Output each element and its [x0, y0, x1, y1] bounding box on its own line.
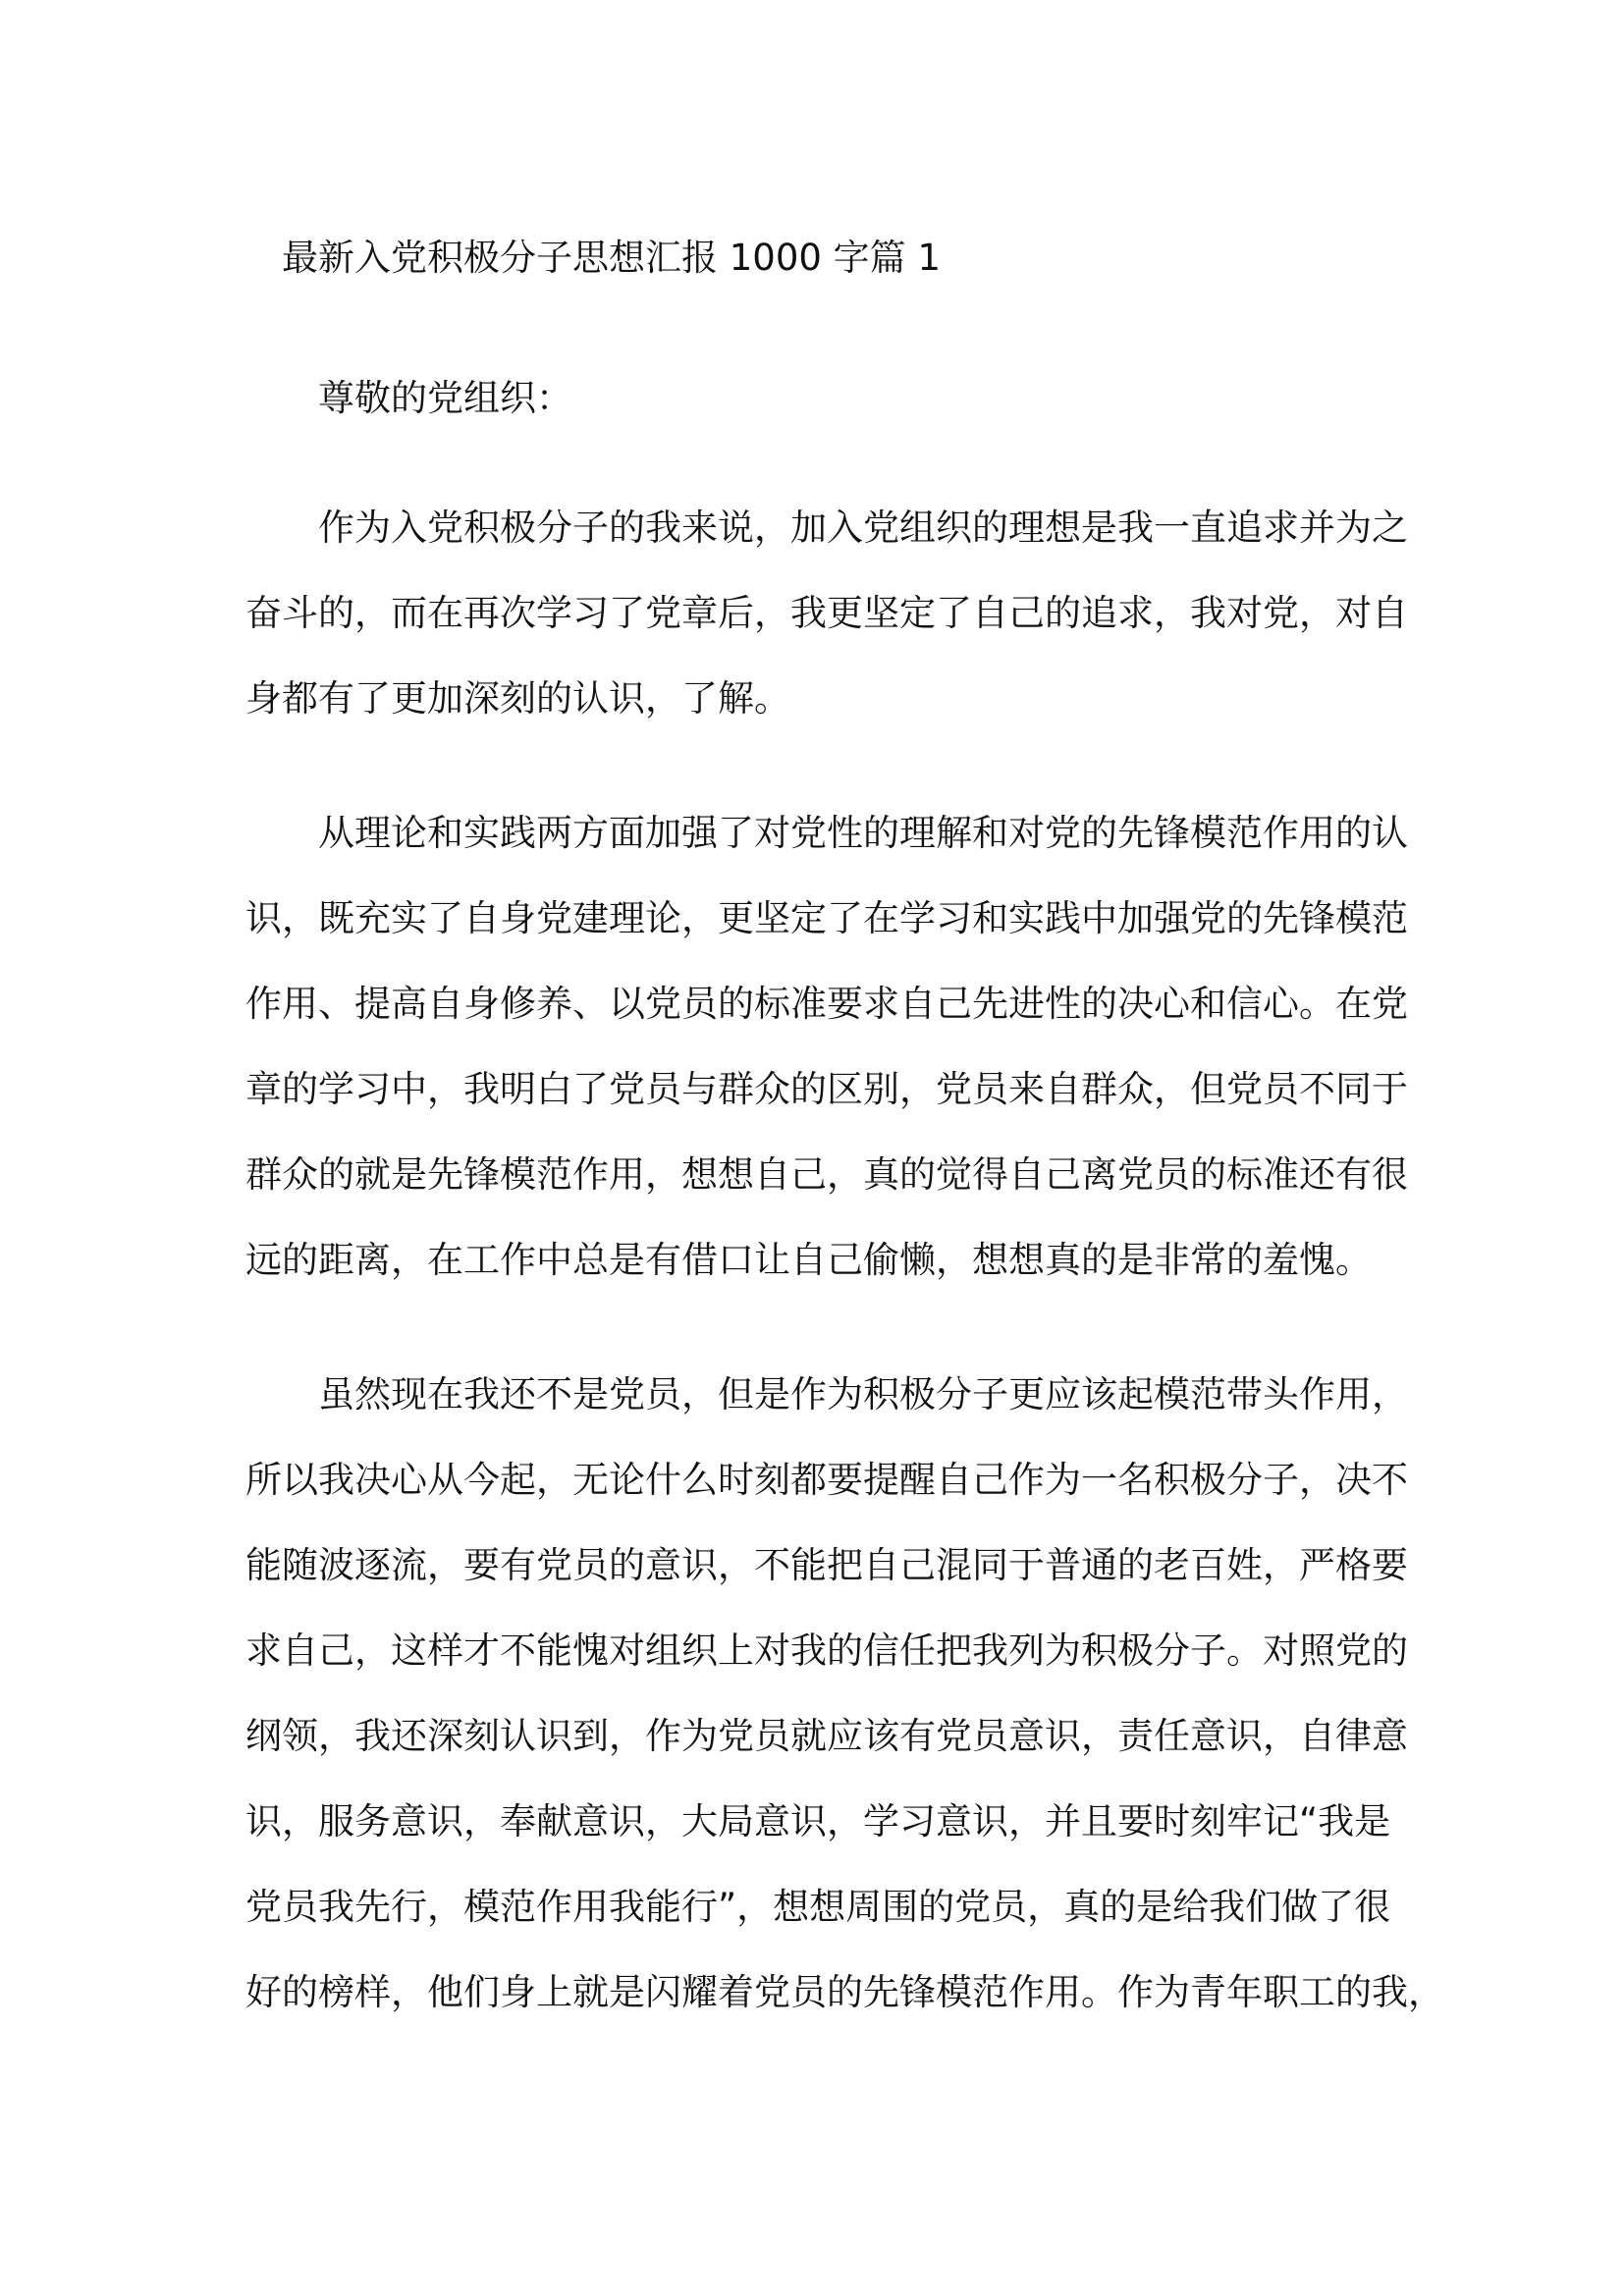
paragraph-line: 所以我决心从今起，无论什么时刻都要提醒自己作为一名积极分子，决不 [245, 1459, 1408, 1501]
paragraph-line: 章的学习中，我明白了党员与群众的区别，党员来自群众，但党员不同于 [245, 1068, 1408, 1110]
paragraph-2 [245, 790, 1408, 1303]
paragraph-line: 求自己，这样才不能愧对组织上对我的信任把我列为积极分子。对照党的 [245, 1629, 1408, 1672]
paragraph-line: 党员我先行，模范作用我能行”，想想周围的党员，真的是给我们做了很 [245, 1886, 1391, 1928]
paragraph-line: 识，既充实了自身党建理论，更坚定了在学习和实践中加强党的先锋模范 [245, 897, 1408, 939]
salutation-text: 尊敬的党组织： [318, 377, 572, 419]
paragraph-line: 识，服务意识，奉献意识，大局意识，学习意识，并且要时刻牢记“我是 [245, 1800, 1391, 1842]
paragraph-3 [245, 1352, 1444, 2035]
paragraph-line: 奋斗的，而在再次学习了党章后，我更坚定了自己的追求，我对党，对自 [245, 592, 1408, 634]
title-text: 最新入党积极分子思想汇报 1000 字篇 1 [282, 237, 941, 279]
paragraph-line: 作为入党积极分子的我来说，加入党组织的理想是我一直追求并为之 [318, 507, 1408, 549]
paragraph-line: 身都有了更加深刻的认识，了解。 [245, 677, 790, 720]
paragraph-line: 远的距离，在工作中总是有借口让自己偷懒，想想真的是非常的羞愧。 [245, 1239, 1372, 1281]
document-title [282, 215, 1440, 300]
paragraph-line: 好的榜样，他们身上就是闪耀着党员的先锋模范作用。作为青年职工的我， [245, 1971, 1444, 2013]
paragraph-line: 作用、提高自身修养、以党员的标准要求自己先进性的决心和信心。在党 [245, 983, 1408, 1025]
salutation [245, 355, 1404, 441]
paragraph-line: 群众的就是先锋模范作用，想想自己，真的觉得自己离党员的标准还有很 [245, 1153, 1408, 1196]
paragraph-line: 从理论和实践两方面加强了对党性的理解和对党的先锋模范作用的认 [318, 812, 1408, 854]
paragraph-line: 虽然现在我还不是党员，但是作为积极分子更应该起模范带头作用， [318, 1373, 1408, 1415]
paragraph-1 [245, 485, 1408, 741]
paragraph-line: 纲领，我还深刻认识到，作为党员就应该有党员意识，责任意识，自律意 [245, 1715, 1408, 1757]
paragraph-line: 能随波逐流，要有党员的意识，不能把自己混同于普通的老百姓，严格要 [245, 1544, 1408, 1586]
